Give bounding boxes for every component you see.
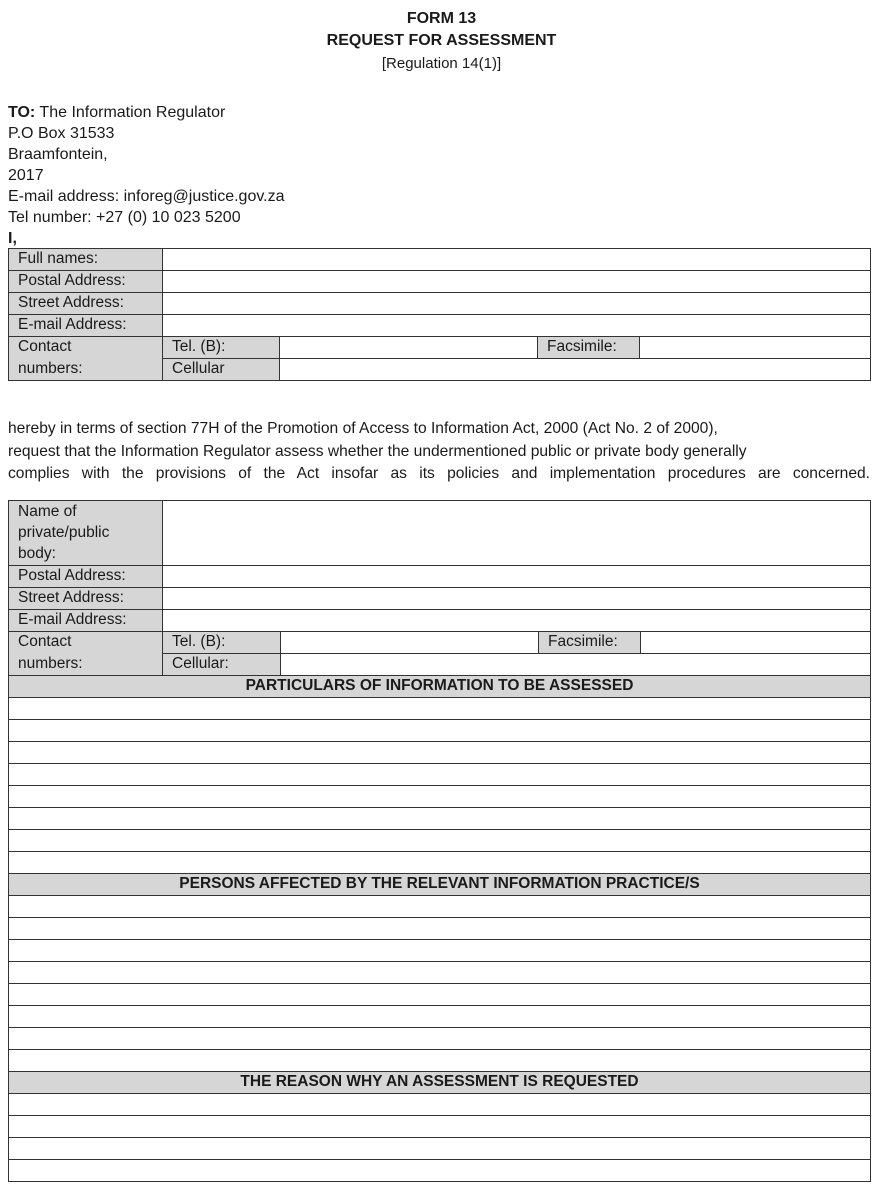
body-facsimile-field[interactable] [641, 632, 871, 654]
cellular-field[interactable] [280, 359, 871, 381]
body-contact-label: Contact [9, 632, 163, 654]
body-name-label [9, 501, 163, 566]
particulars-line[interactable] [9, 764, 871, 786]
recipient-po-box: P.O Box 31533 [8, 125, 115, 142]
facsimile-field[interactable] [640, 337, 871, 359]
particulars-line[interactable] [9, 698, 871, 720]
particulars-line[interactable] [9, 786, 871, 808]
statement-line-2: request that the Information Regulator assess whether the undermentioned public or private body generally [8, 442, 747, 460]
assessment-table [8, 500, 871, 1182]
postal-address-field[interactable] [163, 271, 871, 293]
street-address-label: Street Address: [9, 293, 163, 315]
persons-line[interactable] [9, 918, 871, 940]
facsimile-label: Facsimile: [538, 337, 640, 359]
particulars-line[interactable] [9, 852, 871, 874]
recipient-city: Braamfontein, [8, 146, 108, 163]
persons-line[interactable] [9, 962, 871, 984]
i-label: I, [8, 230, 17, 247]
particulars-line[interactable] [9, 720, 871, 742]
body-postal-address-label: Postal Address: [9, 566, 163, 588]
body-cellular-field[interactable] [281, 654, 871, 676]
full-names-field[interactable] [163, 249, 871, 271]
particulars-line[interactable] [9, 830, 871, 852]
body-cellular-label: Cellular: [163, 654, 281, 676]
body-street-address-label: Street Address: [9, 588, 163, 610]
recipient-tel: Tel number: +27 (0) 10 023 5200 [8, 209, 241, 226]
cellular-label: Cellular [163, 359, 280, 381]
tel-b-label: Tel. (B): [163, 337, 280, 359]
regulation-reference: [Regulation 14(1)] [381, 55, 502, 72]
body-tel-b-label: Tel. (B): [163, 632, 281, 654]
body-numbers-label: numbers: [9, 654, 163, 676]
persons-line[interactable] [9, 1006, 871, 1028]
body-tel-b-field[interactable] [281, 632, 539, 654]
particulars-line[interactable] [9, 742, 871, 764]
to-label: TO: [8, 104, 36, 121]
reason-line[interactable] [9, 1138, 871, 1160]
body-name-line-1: Name of [18, 503, 77, 520]
body-facsimile-label: Facsimile: [539, 632, 641, 654]
requester-details-table [8, 248, 871, 381]
reason-line[interactable] [9, 1094, 871, 1116]
particulars-line[interactable] [9, 808, 871, 830]
recipient-postal-code: 2017 [8, 167, 44, 184]
persons-line[interactable] [9, 1050, 871, 1072]
street-address-field[interactable] [163, 293, 871, 315]
body-email-address-field[interactable] [163, 610, 871, 632]
reason-line[interactable] [9, 1116, 871, 1138]
body-name-line-2: private/public [18, 524, 110, 541]
recipient-address [8, 102, 285, 249]
recipient-email: E-mail address: inforeg@justice.gov.za [8, 188, 285, 205]
full-names-label: Full names: [9, 249, 163, 271]
section-particulars-heading: PARTICULARS OF INFORMATION TO BE ASSESSED [9, 676, 871, 698]
persons-line[interactable] [9, 896, 871, 918]
statement-paragraph [8, 418, 870, 486]
body-street-address-field[interactable] [163, 588, 871, 610]
body-postal-address-field[interactable] [163, 566, 871, 588]
reason-line[interactable] [9, 1160, 871, 1182]
form-number: FORM 13 [406, 10, 477, 27]
section-reason-heading: THE REASON WHY AN ASSESSMENT IS REQUESTED [9, 1072, 871, 1094]
form-title: REQUEST FOR ASSESSMENT [326, 32, 557, 49]
persons-line[interactable] [9, 984, 871, 1006]
persons-line[interactable] [9, 940, 871, 962]
email-address-field[interactable] [163, 315, 871, 337]
recipient-name: The Information Regulator [39, 104, 226, 121]
statement-line-3: complies with the provisions of the Act insofar as its policies and implementation procedures are concerned. [8, 465, 870, 482]
email-address-label: E-mail Address: [9, 315, 163, 337]
persons-line[interactable] [9, 1028, 871, 1050]
body-name-line-3: body: [18, 545, 56, 562]
section-persons-heading: PERSONS AFFECTED BY THE RELEVANT INFORMATION PRACTICE/S [9, 874, 871, 896]
numbers-label: numbers: [9, 359, 163, 381]
body-name-field[interactable] [163, 501, 871, 566]
body-email-address-label: E-mail Address: [9, 610, 163, 632]
statement-line-1: hereby in terms of section 77H of the Promotion of Access to Information Act, 2000 (Act No. 2 of 2000), [8, 420, 718, 437]
tel-b-field[interactable] [280, 337, 538, 359]
contact-label: Contact [9, 337, 163, 359]
postal-address-label: Postal Address: [9, 271, 163, 293]
